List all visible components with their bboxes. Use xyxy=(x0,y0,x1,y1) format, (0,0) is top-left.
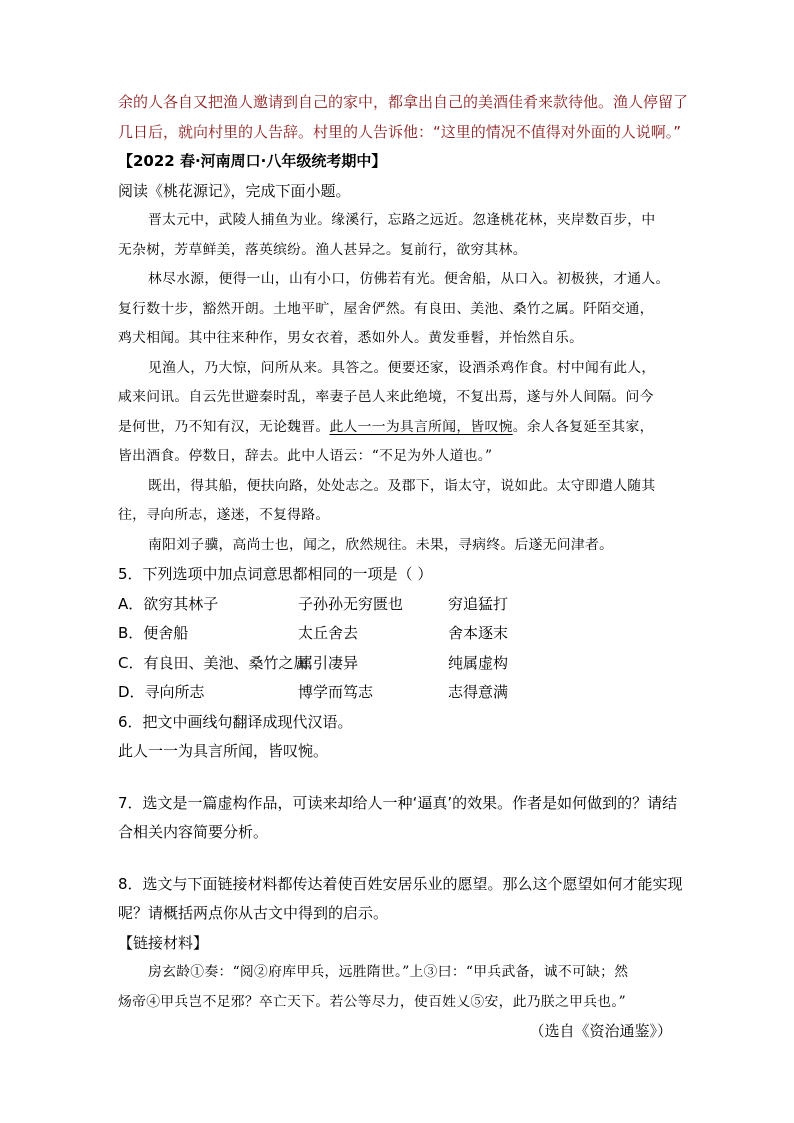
answer-space xyxy=(118,848,678,870)
passage-line: 鸡犬相闻。其中往来种作，男女衣着，悉如外人。黄发垂髫，并怡然自乐。 xyxy=(118,330,584,346)
question-5-stem: 5．下列选项中加点词意思都相同的一项是（ ） xyxy=(118,565,433,583)
answer-space xyxy=(118,767,678,789)
question-7-line-2: 合相关内容简要分析。 xyxy=(118,823,269,841)
passage-line: 往，寻向所志，遂迷，不复得路。 xyxy=(118,507,330,523)
link-material-line: 炀帝④甲兵岂不足邪？卒亡天下。若公等尽力，使百姓乂⑤安，此乃朕之甲兵也。” xyxy=(118,993,626,1010)
passage-line: 晋太元中，武陵人捕鱼为业。缘溪行，忘路之远近。忽逢桃花林，夹岸数百步，中 xyxy=(148,212,656,228)
option-text: D．寻向所志 xyxy=(118,683,205,701)
option-text: 穷追猛打 xyxy=(448,594,509,613)
passage-line: 见渔人，乃大惊，问所从来。具答之。便要还家，设酒杀鸡作食。村中闻有此人， xyxy=(148,359,656,376)
passage-line xyxy=(118,413,678,443)
question-6-stem: 6．把文中画线句翻译成现代汉语。 xyxy=(118,712,353,731)
passage-line: 南阳刘子骥，高尚士也，闻之，欣然规往。未果，寻病终。后遂无问津者。 xyxy=(148,536,614,553)
question-8-line-1: 8．选文与下面链接材料都传达着使百姓安居乐业的愿望。那么这个愿望如何才能实现 xyxy=(118,874,683,893)
link-material-source: （选自《资治通鉴》） xyxy=(529,1022,672,1040)
passage-line: 复行数十步，豁然开朗。土地平旷，屋舍俨然。有良田、美池、桑竹之属。阡陌交通， xyxy=(118,300,654,317)
question-5-option-c[interactable] xyxy=(118,649,678,679)
link-material-line: 房玄龄①奏：“阅②府库甲兵，远胜隋世。”上③曰：“甲兵武备，诚不可缺；然 xyxy=(148,964,629,980)
question-5-option-d[interactable] xyxy=(118,678,678,708)
passage-line: 无杂树，芳草鲜美，落英缤纷。渔人甚异之。复前行，欲穷其林。 xyxy=(118,241,527,258)
question-6-sentence: 此人一一为具言所闻，皆叹惋。 xyxy=(118,742,329,760)
passage-text: 是何世，乃不知有汉，无论魏晋。 xyxy=(118,418,330,435)
question-5-option-b[interactable] xyxy=(118,619,678,649)
passage-text: 。余人各复延至其家， xyxy=(512,418,654,435)
question-5-option-a[interactable] xyxy=(118,590,678,620)
option-text: 志得意满 xyxy=(448,683,509,701)
link-material-header: 【链接材料】 xyxy=(118,933,209,952)
option-text: 太丘舍去 xyxy=(298,624,359,642)
underlined-sentence: 此人一一为具言所闻，皆叹惋 xyxy=(329,418,513,435)
passage-line: 咸来问讯。自云先世避秦时乱，率妻子邑人来此绝境，不复出焉，遂与外人间隔。问今 xyxy=(118,389,654,405)
option-text: A．欲穷其林子 xyxy=(118,594,219,613)
option-text: C．有良田、美池、桑竹之属 xyxy=(118,653,309,672)
option-text: B．便舍船 xyxy=(118,624,189,642)
option-text: 纯属虚构 xyxy=(448,653,509,672)
option-text: 舍本逐末 xyxy=(448,624,509,642)
option-text: 博学而笃志 xyxy=(298,683,374,701)
passage xyxy=(118,206,678,560)
passage-line: 林尽水源，便得一山，山有小口，仿佛若有光。便舍船，从口入。初极狭，才通人。 xyxy=(148,271,670,287)
passage-line: 皆出酒食。停数日，辞去。此中人语云：“不足为外人道也。” xyxy=(118,448,493,464)
document-page xyxy=(118,88,689,1047)
option-text: 子孙孙无穷匮也 xyxy=(298,594,404,613)
passage-line: 既出，得其船，便扶向路，处处志之。及郡下，诣太守，说如此。太守即遣人随其 xyxy=(148,477,656,494)
instruction: 阅读《桃花源记》，完成下面小题。 xyxy=(118,181,351,200)
carryover-line-2: 几日后，就向村里的人告辞。村里的人告诉他：“这里的情况不值得对外面的人说啊。” xyxy=(118,122,682,141)
carryover-line-1: 余的人各自又把渔人邀请到自己的家中，都拿出自己的美酒佳肴来款待他。渔人停留了 xyxy=(118,93,689,111)
question-7-line-1: 7．选文是一篇虚构作品，可读来却给人一种‘逼真’的效果。作者是如何做到的？请结 xyxy=(118,793,678,812)
option-text: 属引凄异 xyxy=(298,653,359,672)
section-header: 【2022 春·河南周口·八年级统考期中】 xyxy=(118,152,387,170)
question-8-line-2: 呢？请概括两点你从古文中得到的启示。 xyxy=(118,904,389,922)
